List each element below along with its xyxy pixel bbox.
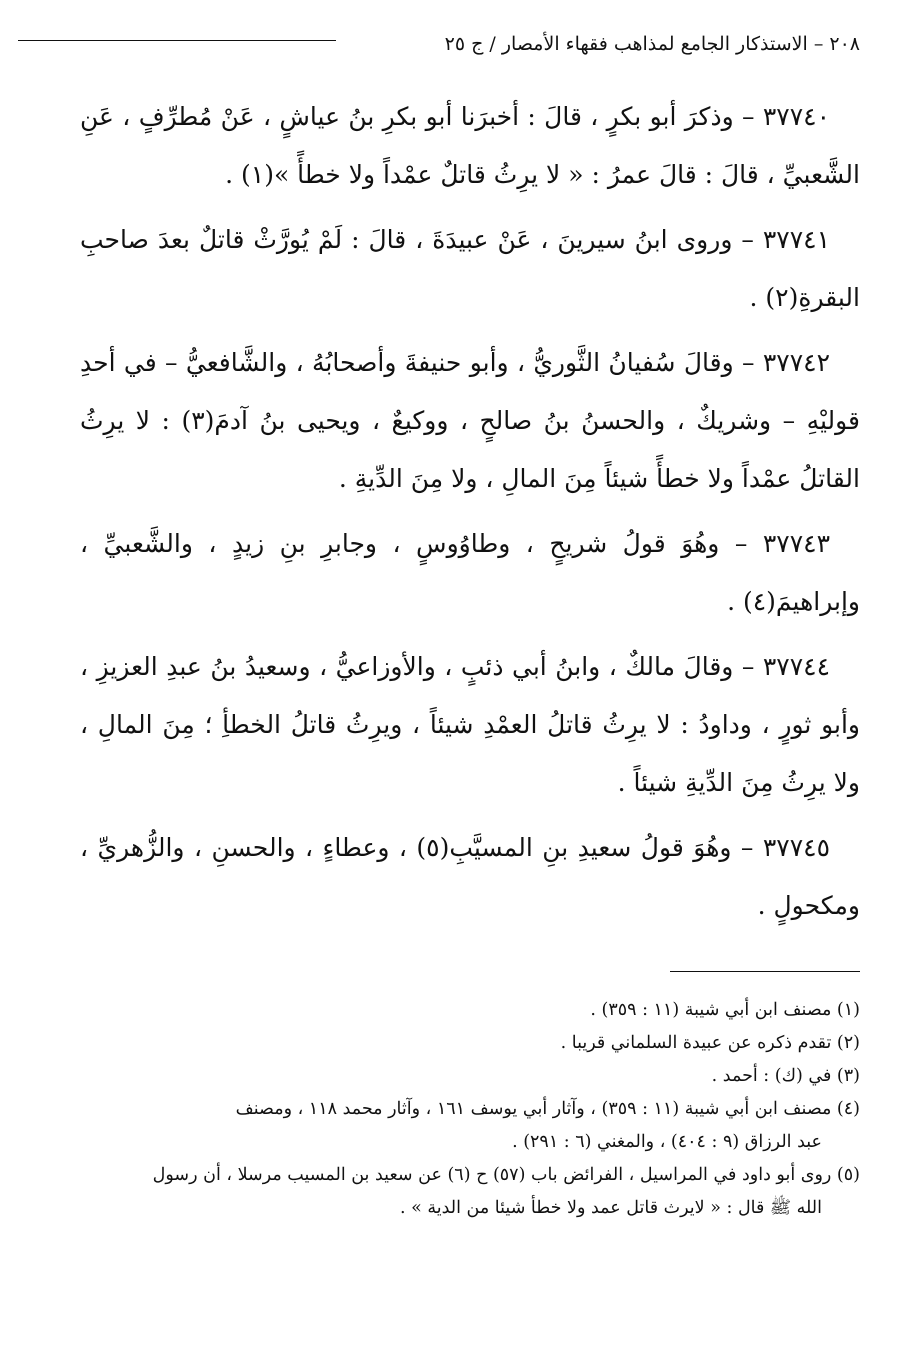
paragraph-37745: ٣٧٧٤٥ – وهُوَ قولُ سعيدِ بنِ المسيَّبِ(٥) ، وعطاءٍ ، والحسنِ ، والزُّهريِّ ، ومكحولٍ . <box>80 833 860 920</box>
footnote-4-line-1: (٤) مصنف ابن أبي شيبة (١١ : ٣٥٩) ، وآثار أبي يوسف ١٦١ ، وآثار محمد ١١٨ ، ومصنف <box>235 1099 860 1119</box>
footnotes <box>80 994 860 1225</box>
paragraph-37744: ٣٧٧٤٤ – وقالَ مالكٌ ، وابنُ أبي ذئبٍ ، والأوزاعيُّ ، وسعيدُ بنُ عبدِ العزيزِ ، وأبو ثورٍ ، وداودُ : لا يرِثُ قاتلُ العمْدِ شيئاً ، ويرِثُ قاتلُ الخطأِ ؛ مِنَ المالِ ، ولا يرِثُ مِنَ الدِّيةِ شيئاً . <box>80 652 860 797</box>
footnote-5 <box>80 1159 860 1225</box>
paragraph-37740: ٣٧٧٤٠ – وذكرَ أبو بكرٍ ، قالَ : أخبرَنا أبو بكرِ بنُ عياشٍ ، عَنْ مُطرِّفٍ ، عَنِ الشَّعبيِّ ، قالَ : قالَ عمرُ : « لا يرِثُ قاتلٌ عمْداً ولا خطأً »(١) . <box>80 102 860 189</box>
footnote-3: (٣) في (ك) : أحمد . <box>711 1066 860 1086</box>
paragraph-37743: ٣٧٧٤٣ – وهُوَ قولُ شريحٍ ، وطاوُوسٍ ، وجابرِ بنِ زيدٍ ، والشَّعبيِّ ، وإبراهيمَ(٤) . <box>80 529 860 616</box>
footnote-1: (١) مصنف ابن أبي شيبة (١١ : ٣٥٩) . <box>590 1000 860 1020</box>
footnote-2: (٢) تقدم ذكره عن عبيدة السلماني قريبا . <box>560 1033 860 1053</box>
footnote-rule <box>670 971 860 972</box>
running-header: ٢٠٨ – الاستذكار الجامع لمذاهب فقهاء الأمصار / ج ٢٥ <box>444 33 860 55</box>
footnote-4-line-2: عبد الرزاق (٩ : ٤٠٤) ، والمغني (٦ : ٢٩١) . <box>512 1132 822 1152</box>
footnote-4 <box>80 1093 860 1159</box>
footnote-5-line-2: الله ﷺ قال : « لايرث قاتل عمد ولا خطأ شيئا من الدية » . <box>399 1198 822 1218</box>
paragraph-37742: ٣٧٧٤٢ – وقالَ سُفيانُ الثَّوريُّ ، وأبو حنيفةَ وأصحابُهُ ، والشَّافعيُّ – في أحدِ قوليْهِ – وشريكٌ ، والحسنُ بنُ صالحٍ ، ووكيعٌ ، ويحيى بنُ آدمَ(٣) : لا يرِثُ القاتلُ عمْداً ولا خطأً شيئاً مِنَ المالِ ، ولا مِنَ الدِّيةِ . <box>80 348 861 493</box>
paragraph-37741: ٣٧٧٤١ – وروى ابنُ سيرينَ ، عَنْ عبيدَةَ ، قالَ : لَمْ يُورَّثْ قاتلٌ بعدَ صاحبِ البقرةِ(٢) . <box>80 225 860 312</box>
footnote-5-line-1: (٥) روى أبو داود في المراسيل ، الفرائض باب (٥٧) ح (٦) عن سعيد بن المسيب مرسلا ، أن رسول <box>152 1165 860 1185</box>
book-page <box>80 30 860 1225</box>
main-text <box>80 88 860 935</box>
